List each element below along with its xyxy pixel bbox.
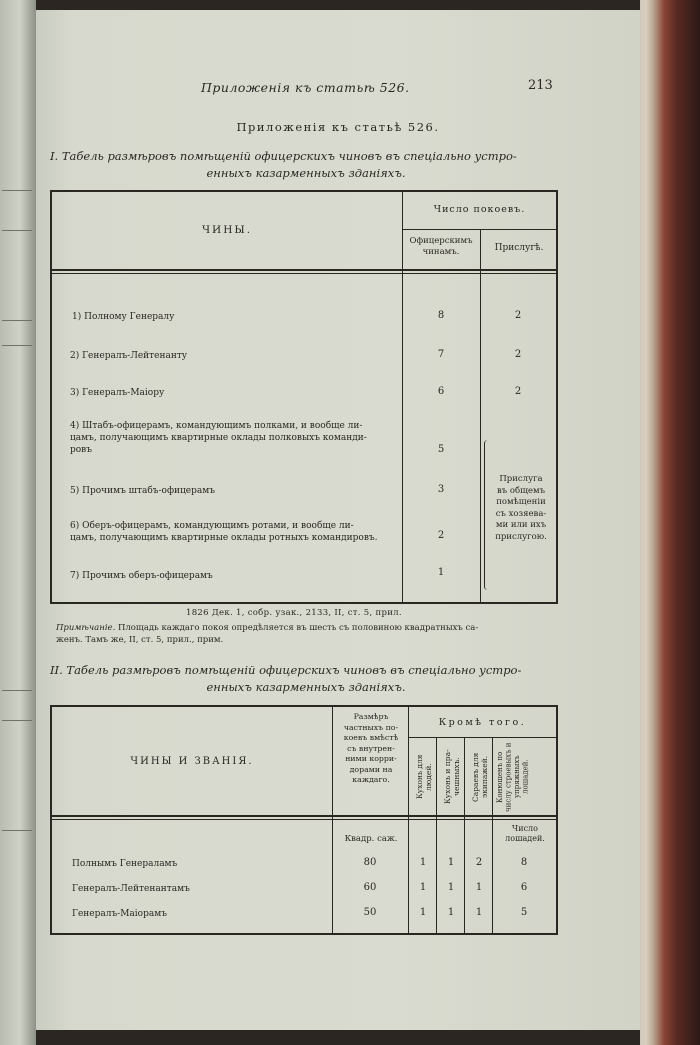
table1-header-ranks: ЧИНЫ. bbox=[201, 224, 253, 236]
table2-header-ranks: ЧИНЫ И ЗВАНІЯ. bbox=[130, 756, 254, 767]
table1-row-label: 2) Генералъ-Лейтенанту bbox=[70, 351, 188, 361]
table2-col-divider bbox=[332, 707, 333, 933]
table2-cell: 2 bbox=[475, 857, 483, 868]
table2-row-label: Генералъ-Маіорамъ bbox=[72, 909, 167, 919]
table1-cell-officers: 2 bbox=[437, 530, 445, 541]
table1-row-label: 3) Генералъ-Маіору bbox=[70, 388, 165, 398]
table2-subheader: Кухонь и пра-чешныхъ. bbox=[443, 749, 461, 805]
table1-servants-note: Прислуга въ общемъ помѣщеніи съ хозяева- ми или ихъ прислугою. bbox=[495, 474, 547, 542]
table2-cell: 1 bbox=[419, 857, 427, 868]
table1-cell-servants: 2 bbox=[514, 310, 522, 321]
table1-header-rule bbox=[52, 273, 556, 274]
table2-cell: 1 bbox=[447, 857, 455, 868]
table1-cell-officers: 3 bbox=[437, 484, 445, 495]
table2-row-label: Полнымъ Генераламъ bbox=[72, 859, 178, 869]
table1-cell-officers: 7 bbox=[437, 349, 445, 360]
table1-col-divider bbox=[480, 230, 481, 602]
table2-cell: 6 bbox=[520, 882, 528, 893]
table2-col-divider bbox=[436, 738, 437, 933]
table2-cell: 8 bbox=[520, 857, 528, 868]
table2-header-size: Размѣръ частныхъ по- коевъ вмѣстѣ съ внутрен- ними корри- дорами на каждаго. bbox=[343, 712, 399, 784]
table1-cell-servants: 2 bbox=[514, 386, 522, 397]
table1-row-label: 6) Оберъ-офицерамъ, командующимъ ротами, и вообще ли- цамъ, получающимъ квартирные оклады ротныхъ командировъ. bbox=[70, 521, 378, 543]
table2-cell: 5 bbox=[520, 907, 528, 918]
page-number: 213 bbox=[528, 78, 553, 93]
table2-cell: 1 bbox=[475, 907, 483, 918]
note-text: женъ. Тамъ же, II, ст. 5, прил., прим. bbox=[56, 635, 224, 645]
table2 bbox=[50, 705, 558, 935]
table2-header-divider bbox=[409, 737, 556, 738]
table2-cell: 1 bbox=[419, 882, 427, 893]
source-line: 1826 Дек. 1, собр. узак., 2133, II, ст. 5, прил. bbox=[186, 608, 402, 618]
table2-subheader: Кухонь для людей. bbox=[415, 754, 433, 800]
table1-caption: I. Табель размѣровъ помѣщеній офицерскихъ чиновъ въ спеціально устро- енныхъ казарменныхъ зданіяхъ. bbox=[50, 149, 517, 180]
table1-row-label: 5) Прочимъ штабъ-офицерамъ bbox=[70, 486, 215, 496]
table1-cell-officers: 1 bbox=[437, 567, 445, 578]
table2-header-besides: Кромѣ того. bbox=[438, 717, 527, 728]
table1-header-rule bbox=[52, 269, 556, 271]
table1-header-officers: Офицерскимъ чинамъ. bbox=[409, 236, 473, 257]
note bbox=[56, 622, 566, 646]
table2-units-size: Квадр. саж. bbox=[344, 834, 398, 844]
table2-cell-size: 80 bbox=[363, 857, 377, 868]
table1-row-label: 1) Полному Генералу bbox=[72, 312, 175, 322]
table1-row-label: 7) Прочимъ оберъ-офицерамъ bbox=[70, 571, 213, 581]
facing-page-edge bbox=[0, 0, 36, 1045]
table1-header-rooms: Число покоевъ. bbox=[433, 204, 526, 215]
table2-cell-size: 50 bbox=[363, 907, 377, 918]
table1-header-divider bbox=[403, 229, 556, 230]
table2-col-divider bbox=[408, 707, 409, 933]
table2-caption: II. Табель размѣровъ помѣщеній офицерскихъ чиновъ въ спеціально устро- енныхъ казарменныхъ зданіяхъ. bbox=[50, 663, 522, 694]
table2-units-horses: Число лошадей. bbox=[505, 824, 545, 843]
table1-header-servants: Прислугѣ. bbox=[494, 243, 544, 253]
table1-col-divider bbox=[402, 192, 403, 602]
table2-subheader: Конюшенъ по числу строевыхъ и упряжныхъ лошадей. bbox=[496, 742, 530, 812]
table1-cell-officers: 5 bbox=[437, 444, 445, 455]
running-head: Приложенія къ статьѣ 526. bbox=[201, 80, 410, 95]
table2-col-divider bbox=[492, 738, 493, 933]
table1-cell-officers: 8 bbox=[437, 310, 445, 321]
book-page bbox=[36, 10, 640, 1030]
table2-subheader: Сараевъ для экипажей. bbox=[471, 752, 489, 802]
table2-cell-size: 60 bbox=[363, 882, 377, 893]
table2-header-rule bbox=[52, 815, 556, 817]
table1-row-label: 4) Штабъ-офицерамъ, командующимъ полками, и вообще ли- цамъ, получающимъ квартирные оклады полковыхъ команди- ровъ bbox=[70, 421, 367, 455]
table2-header-rule bbox=[52, 819, 556, 820]
table1-cell-servants: 2 bbox=[514, 349, 522, 360]
table2-cell: 1 bbox=[419, 907, 427, 918]
book-spine bbox=[640, 0, 700, 1045]
table1-cell-officers: 6 bbox=[437, 386, 445, 397]
note-text: Площадь каждаго покоя опредѣляется въ шесть съ половиною квадратныхъ са- bbox=[117, 623, 479, 633]
table2-col-divider bbox=[464, 738, 465, 933]
table2-row-label: Генералъ-Лейтенантамъ bbox=[72, 884, 190, 894]
note-label: Примѣчаніе. bbox=[56, 623, 116, 633]
section-title: Приложенія къ статьѣ 526. bbox=[236, 120, 440, 134]
table2-cell: 1 bbox=[475, 882, 483, 893]
table2-cell: 1 bbox=[447, 882, 455, 893]
table2-cell: 1 bbox=[447, 907, 455, 918]
